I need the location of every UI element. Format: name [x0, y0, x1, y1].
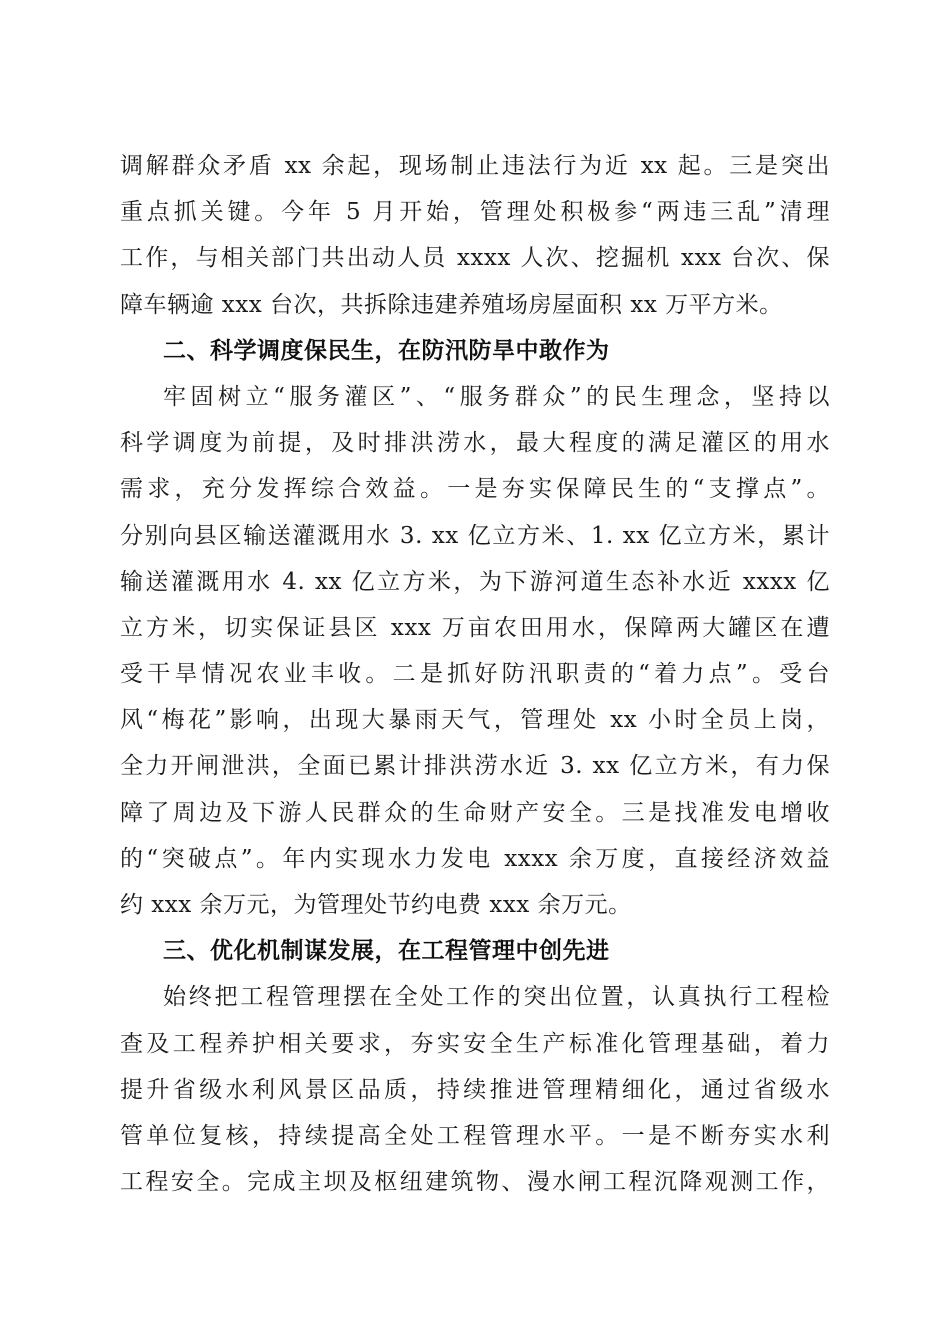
text-line: 科学调度为前提，及时排洪涝水，最大程度的满足灌区的用水: [120, 430, 830, 457]
text-line: 工作，与相关部门共出动人员 xxxx 人次、挖掘机 xxx 台次、保: [120, 245, 830, 272]
paragraph-2: [120, 374, 830, 928]
text-line: 查及工程养护相关要求，夯实安全生产标准化管理基础，着力: [120, 1030, 830, 1057]
text-line: 牢固树立“服务灌区”、“服务群众”的民生理念，坚持以: [163, 383, 830, 410]
section-heading-2: 二、科学调度保民生，在防汛防旱中敢作为: [163, 337, 610, 364]
text-line: 工程安全。完成主坝及枢纽建筑物、漫水闸工程沉降观测工作，: [120, 1169, 830, 1196]
text-line: 约 xxx 余万元，为管理处节约电费 xxx 余万元。: [120, 892, 632, 918]
text-line: 管单位复核，持续提高全处工程管理水平。一是不断夯实水利: [120, 1122, 830, 1149]
text-line: 的“突破点”。年内实现水力发电 xxxx 余万度，直接经济效益: [120, 845, 830, 872]
text-line: 障车辆逾 xxx 台次，共拆除违建养殖场房屋面积 xx 万平方米。: [120, 291, 783, 318]
text-line: 重点抓关键。今年 5 月开始，管理处积极参“两违三乱”清理: [120, 199, 830, 226]
text-line: 调解群众矛盾 xx 余起，现场制止违法行为近 xx 起。三是突出: [120, 153, 830, 179]
text-line: 全力开闸泄洪，全面已累计排洪涝水近 3. xx 亿立方米，有力保: [120, 753, 830, 780]
section-heading-3: 三、优化机制谋发展，在工程管理中创先进: [163, 938, 610, 965]
text-line: 输送灌溉用水 4. xx 亿立方米，为下游河道生态补水近 xxxx 亿: [120, 568, 830, 595]
document-body: [120, 143, 830, 1205]
text-line: 障了周边及下游人民群众的生命财产安全。三是找准发电增收: [120, 799, 830, 826]
text-line: 需求，充分发挥综合效益。一是夯实保障民生的“支撑点”。: [120, 476, 830, 503]
text-line: 分别向县区输送灌溉用水 3. xx 亿立方米、1. xx 亿立方米，累计: [120, 522, 830, 549]
text-line: 风“梅花”影响，出现大暴雨天气，管理处 xx 小时全员上岗，: [120, 707, 830, 734]
paragraph-3: [120, 974, 830, 1205]
text-line: 始终把工程管理摆在全处工作的突出位置，认真执行工程检: [163, 984, 830, 1011]
paragraph-1: [120, 143, 830, 328]
text-line: 受干旱情况农业丰收。二是抓好防汛职责的“着力点”。受台: [120, 661, 830, 688]
text-line: 立方米，切实保证县区 xxx 万亩农田用水，保障两大罐区在遭: [120, 614, 830, 641]
text-line: 提升省级水利风景区品质，持续推进管理精细化，通过省级水: [120, 1076, 830, 1103]
